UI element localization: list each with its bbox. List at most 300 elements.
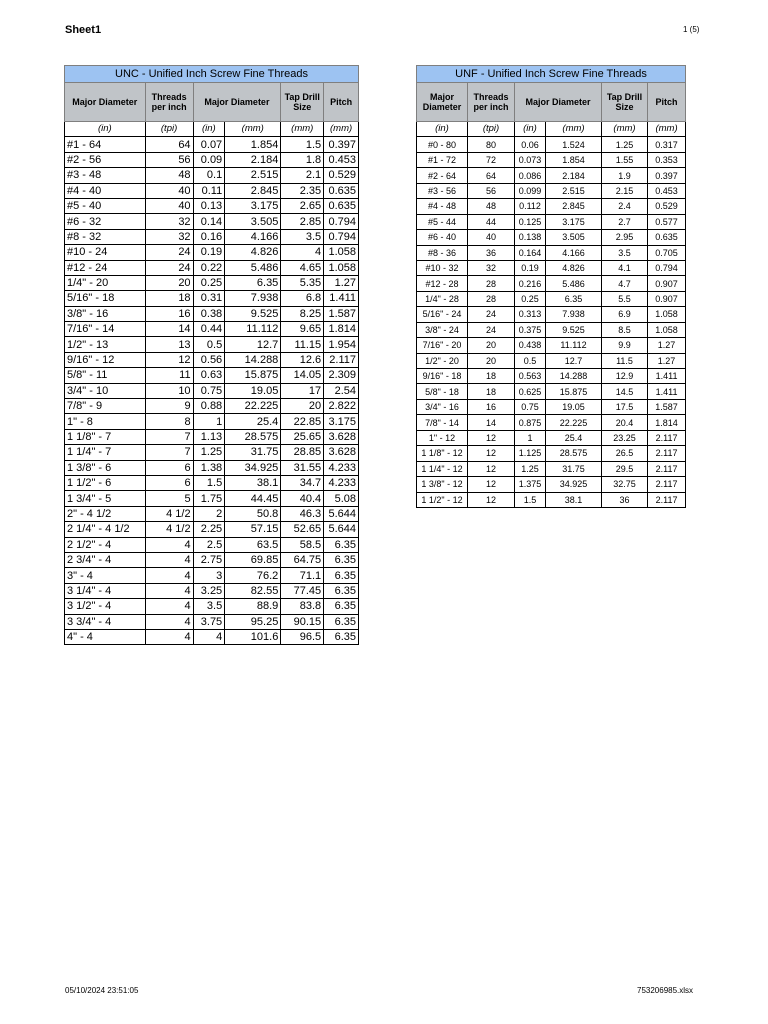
table-row — [65, 537, 359, 552]
table-cell: 3/8" - 16 — [65, 306, 146, 321]
table-cell: 2" - 4 1/2 — [65, 506, 146, 521]
table-cell: 7 — [145, 429, 193, 444]
unf-unit-cell: (mm) — [546, 122, 602, 137]
table-cell: 1.411 — [324, 291, 359, 306]
table-cell: #5 - 44 — [417, 214, 468, 229]
table-cell: 1.411 — [648, 369, 686, 384]
table-cell: 0.31 — [193, 291, 225, 306]
unc-header-major-diameter-values: Major Diameter — [193, 83, 281, 122]
table-cell: 1 3/8" - 6 — [65, 460, 146, 475]
table-row — [417, 230, 686, 245]
table-cell: 0.25 — [515, 291, 546, 306]
table-cell: 1.5 — [515, 492, 546, 507]
table-cell: 1 1/8" - 7 — [65, 429, 146, 444]
table-cell: 5.644 — [324, 522, 359, 537]
table-cell: 32 — [145, 214, 193, 229]
unc-unit-cell: (mm) — [281, 122, 324, 137]
table-cell: 0.635 — [648, 230, 686, 245]
table-cell: 22.225 — [546, 415, 602, 430]
table-cell: 64 — [145, 137, 193, 152]
table-cell: 0.438 — [515, 338, 546, 353]
table-cell: 0.313 — [515, 307, 546, 322]
unc-table-body — [65, 122, 359, 645]
table-cell: 4.826 — [546, 260, 602, 275]
table-row — [417, 369, 686, 384]
table-cell: 0.13 — [193, 198, 225, 213]
table-cell: 1 — [515, 430, 546, 445]
table-row — [417, 399, 686, 414]
table-row — [65, 168, 359, 183]
table-cell: 17.5 — [602, 399, 648, 414]
table-cell: 3/4" - 16 — [417, 399, 468, 414]
table-cell: 1 1/8" - 12 — [417, 446, 468, 461]
table-cell: 28.575 — [225, 429, 281, 444]
table-cell: 0.317 — [648, 137, 686, 152]
table-row — [65, 322, 359, 337]
table-cell: 101.6 — [225, 629, 281, 644]
table-cell: 3 1/4" - 4 — [65, 583, 146, 598]
table-cell: 0.099 — [515, 183, 546, 198]
table-cell: 1.13 — [193, 429, 225, 444]
table-cell: 2.309 — [324, 368, 359, 383]
table-cell: 3.175 — [324, 414, 359, 429]
table-cell: 24 — [145, 260, 193, 275]
table-cell: 12 — [468, 477, 515, 492]
unf-header-threads-per-inch: Threads per inch — [468, 83, 515, 122]
table-cell: 56 — [468, 183, 515, 198]
table-cell: 4.166 — [546, 245, 602, 260]
table-cell: 3/4" - 10 — [65, 383, 146, 398]
table-cell: 3.5 — [193, 599, 225, 614]
table-cell: 2.95 — [602, 230, 648, 245]
table-cell: 20.4 — [602, 415, 648, 430]
table-cell: 4 1/2 — [145, 522, 193, 537]
unc-unit-cell: (tpi) — [145, 122, 193, 137]
table-cell: 0.635 — [324, 198, 359, 213]
table-cell: 22.225 — [225, 399, 281, 414]
table-row — [417, 260, 686, 275]
table-cell: 3.175 — [225, 198, 281, 213]
table-cell: 5.644 — [324, 506, 359, 521]
table-cell: 19.05 — [546, 399, 602, 414]
table-cell: 25.4 — [225, 414, 281, 429]
table-cell: 20 — [145, 275, 193, 290]
table-cell: 6 — [145, 460, 193, 475]
table-cell: 9.525 — [225, 306, 281, 321]
table-cell: 5.35 — [281, 275, 324, 290]
table-cell: 0.5 — [193, 337, 225, 352]
table-cell: 80 — [468, 137, 515, 152]
unc-header-threads-per-inch: Threads per inch — [145, 83, 193, 122]
table-cell: 5/16" - 18 — [65, 291, 146, 306]
table-cell: 4.166 — [225, 229, 281, 244]
table-cell: 0.19 — [515, 260, 546, 275]
table-cell: 1.27 — [648, 338, 686, 353]
table-cell: #2 - 56 — [65, 152, 146, 167]
table-row — [65, 522, 359, 537]
table-cell: 0.75 — [515, 399, 546, 414]
table-cell: 6.35 — [324, 568, 359, 583]
table-cell: 48 — [145, 168, 193, 183]
table-cell: 2.5 — [193, 537, 225, 552]
table-cell: 0.1 — [193, 168, 225, 183]
table-cell: 1.058 — [648, 307, 686, 322]
table-cell: 1.814 — [648, 415, 686, 430]
table-cell: 3.175 — [546, 214, 602, 229]
table-cell: 3.5 — [602, 245, 648, 260]
table-cell: 58.5 — [281, 537, 324, 552]
table-cell: 24 — [145, 245, 193, 260]
table-cell: 14.5 — [602, 384, 648, 399]
table-cell: 4" - 4 — [65, 629, 146, 644]
table-row — [65, 137, 359, 152]
table-row — [65, 383, 359, 398]
table-row — [65, 599, 359, 614]
table-cell: 0.577 — [648, 214, 686, 229]
page-number: 1 (5) — [683, 25, 700, 34]
unf-unit-cell: (in) — [515, 122, 546, 137]
table-row — [417, 461, 686, 476]
table-cell: 76.2 — [225, 568, 281, 583]
table-cell: 2 1/2" - 4 — [65, 537, 146, 552]
table-cell: 4 — [145, 568, 193, 583]
table-cell: #0 - 80 — [417, 137, 468, 152]
unc-header-pitch: Pitch — [324, 83, 359, 122]
unc-unit-cell: (mm) — [225, 122, 281, 137]
table-cell: 25.65 — [281, 429, 324, 444]
unf-unit-cell: (tpi) — [468, 122, 515, 137]
table-cell: #1 - 64 — [65, 137, 146, 152]
table-cell: 28.85 — [281, 445, 324, 460]
table-cell: 0.625 — [515, 384, 546, 399]
table-cell: 82.55 — [225, 583, 281, 598]
table-cell: 1" - 8 — [65, 414, 146, 429]
table-cell: 36 — [602, 492, 648, 507]
table-row — [65, 629, 359, 644]
table-cell: 3.505 — [546, 230, 602, 245]
table-cell: 6.35 — [324, 614, 359, 629]
table-cell: 34.925 — [225, 460, 281, 475]
table-cell: 14.288 — [225, 352, 281, 367]
table-cell: 9/16" - 18 — [417, 369, 468, 384]
table-cell: 1.55 — [602, 152, 648, 167]
table-row — [417, 446, 686, 461]
table-cell: 96.5 — [281, 629, 324, 644]
table-cell: 12 — [468, 430, 515, 445]
table-cell: 0.563 — [515, 369, 546, 384]
table-row — [417, 152, 686, 167]
table-cell: 1/2" - 20 — [417, 353, 468, 368]
unf-header-major-diameter: Major Diameter — [417, 83, 468, 122]
table-cell: 0.375 — [515, 322, 546, 337]
table-cell: 1.375 — [515, 477, 546, 492]
table-cell: 6.35 — [324, 599, 359, 614]
table-cell: 2.184 — [225, 152, 281, 167]
table-cell: 14.05 — [281, 368, 324, 383]
table-cell: 32 — [468, 260, 515, 275]
table-cell: 3" - 4 — [65, 568, 146, 583]
table-cell: 69.85 — [225, 552, 281, 567]
table-row — [65, 152, 359, 167]
table-row — [65, 183, 359, 198]
table-cell: 0.44 — [193, 322, 225, 337]
table-cell: 2.117 — [648, 446, 686, 461]
table-cell: 0.453 — [648, 183, 686, 198]
table-cell: 18 — [468, 369, 515, 384]
table-cell: 95.25 — [225, 614, 281, 629]
table-cell: #1 - 72 — [417, 152, 468, 167]
table-cell: #3 - 48 — [65, 168, 146, 183]
table-cell: 20 — [281, 399, 324, 414]
table-cell: 1.9 — [602, 168, 648, 183]
table-cell: 0.705 — [648, 245, 686, 260]
footer-filename: 753206985.xlsx — [637, 986, 694, 995]
table-row — [65, 260, 359, 275]
table-cell: 0.216 — [515, 276, 546, 291]
table-cell: 34.925 — [546, 477, 602, 492]
table-row — [65, 583, 359, 598]
table-cell: 0.06 — [515, 137, 546, 152]
unf-table-title: UNF - Unified Inch Screw Fine Threads — [417, 66, 686, 83]
unf-header-pitch: Pitch — [648, 83, 686, 122]
table-row — [417, 183, 686, 198]
table-cell: 88.9 — [225, 599, 281, 614]
table-cell: 2.35 — [281, 183, 324, 198]
table-cell: 12.7 — [225, 337, 281, 352]
table-cell: #10 - 32 — [417, 260, 468, 275]
table-cell: #4 - 48 — [417, 199, 468, 214]
table-cell: 13 — [145, 337, 193, 352]
table-row — [65, 368, 359, 383]
table-cell: 83.8 — [281, 599, 324, 614]
table-cell: 7.938 — [225, 291, 281, 306]
table-cell: 0.22 — [193, 260, 225, 275]
table-cell: 14 — [145, 322, 193, 337]
table-cell: 2 — [193, 506, 225, 521]
table-row — [65, 552, 359, 567]
table-cell: 2.117 — [648, 461, 686, 476]
table-cell: 0.073 — [515, 152, 546, 167]
unc-unit-cell: (mm) — [324, 122, 359, 137]
table-row — [417, 307, 686, 322]
table-cell: 34.7 — [281, 475, 324, 490]
table-cell: 2.117 — [648, 492, 686, 507]
unc-header-tap-drill-size: Tap Drill Size — [281, 83, 324, 122]
unf-unit-cell: (mm) — [602, 122, 648, 137]
table-cell: 1 1/2" - 6 — [65, 475, 146, 490]
table-row — [65, 399, 359, 414]
unc-table-title: UNC - Unified Inch Screw Fine Threads — [65, 66, 359, 83]
table-cell: 44 — [468, 214, 515, 229]
table-cell: 6 — [145, 475, 193, 490]
table-cell: 1" - 12 — [417, 430, 468, 445]
table-row — [417, 276, 686, 291]
table-cell: 7/16" - 20 — [417, 338, 468, 353]
table-row — [65, 429, 359, 444]
table-cell: 6.35 — [324, 537, 359, 552]
table-cell: 3.505 — [225, 214, 281, 229]
table-cell: 40 — [468, 230, 515, 245]
table-row — [65, 445, 359, 460]
table-cell: 11.112 — [546, 338, 602, 353]
table-cell: 90.15 — [281, 614, 324, 629]
table-cell: 16 — [145, 306, 193, 321]
table-cell: 0.397 — [324, 137, 359, 152]
table-cell: 5.486 — [225, 260, 281, 275]
table-cell: 2.4 — [602, 199, 648, 214]
table-row — [65, 491, 359, 506]
table-cell: 4.233 — [324, 460, 359, 475]
table-cell: 1.854 — [225, 137, 281, 152]
table-cell: 0.38 — [193, 306, 225, 321]
table-cell: 7/8" - 14 — [417, 415, 468, 430]
table-cell: 9.65 — [281, 322, 324, 337]
unf-header-major-diameter-values: Major Diameter — [515, 83, 602, 122]
table-cell: 12.7 — [546, 353, 602, 368]
table-cell: 40 — [145, 183, 193, 198]
table-cell: 2.117 — [648, 477, 686, 492]
table-cell: 22.85 — [281, 414, 324, 429]
table-cell: 0.09 — [193, 152, 225, 167]
table-cell: 1 1/4" - 7 — [65, 445, 146, 460]
table-cell: 5 — [145, 491, 193, 506]
table-cell: 3.628 — [324, 445, 359, 460]
table-cell: 0.138 — [515, 230, 546, 245]
table-cell: 1.411 — [648, 384, 686, 399]
table-cell: 1.854 — [546, 152, 602, 167]
table-cell: 6.35 — [324, 552, 359, 567]
table-cell: 8 — [145, 414, 193, 429]
table-cell: 1.058 — [648, 322, 686, 337]
table-cell: 1 3/8" - 12 — [417, 477, 468, 492]
table-cell: 0.529 — [648, 199, 686, 214]
table-cell: 2.845 — [225, 183, 281, 198]
table-cell: 23.25 — [602, 430, 648, 445]
table-row — [65, 614, 359, 629]
table-cell: 4 — [145, 537, 193, 552]
table-cell: 0.907 — [648, 276, 686, 291]
table-cell: 5.5 — [602, 291, 648, 306]
table-row — [417, 415, 686, 430]
table-cell: 1.954 — [324, 337, 359, 352]
table-cell: 4.65 — [281, 260, 324, 275]
table-row — [417, 430, 686, 445]
table-cell: 5.08 — [324, 491, 359, 506]
table-cell: 26.5 — [602, 446, 648, 461]
table-cell: 1/4" - 20 — [65, 275, 146, 290]
table-row — [65, 414, 359, 429]
table-cell: 3 — [193, 568, 225, 583]
table-row — [65, 229, 359, 244]
table-cell: 64 — [468, 168, 515, 183]
table-row — [417, 322, 686, 337]
table-row — [417, 199, 686, 214]
table-row — [417, 214, 686, 229]
table-cell: 1.587 — [324, 306, 359, 321]
unc-unit-cell: (in) — [65, 122, 146, 137]
table-cell: 0.794 — [648, 260, 686, 275]
table-cell: 12 — [145, 352, 193, 367]
table-cell: 4 — [281, 245, 324, 260]
table-cell: 24 — [468, 307, 515, 322]
table-row — [417, 338, 686, 353]
table-cell: #8 - 32 — [65, 229, 146, 244]
table-cell: 63.5 — [225, 537, 281, 552]
table-cell: 40.4 — [281, 491, 324, 506]
table-cell: 1.25 — [602, 137, 648, 152]
table-cell: 19.05 — [225, 383, 281, 398]
table-cell: 2.822 — [324, 399, 359, 414]
table-row — [65, 337, 359, 352]
sheet-title: Sheet1 — [65, 24, 102, 36]
table-cell: 64.75 — [281, 552, 324, 567]
table-cell: 2.54 — [324, 383, 359, 398]
table-cell: 38.1 — [546, 492, 602, 507]
table-cell: 3 1/2" - 4 — [65, 599, 146, 614]
table-cell: 12.6 — [281, 352, 324, 367]
table-cell: #5 - 40 — [65, 198, 146, 213]
table-cell: 4 1/2 — [145, 506, 193, 521]
table-cell: 11 — [145, 368, 193, 383]
unc-table — [64, 65, 359, 645]
unf-unit-cell: (mm) — [648, 122, 686, 137]
unf-units-row — [417, 122, 686, 137]
table-cell: 3.628 — [324, 429, 359, 444]
table-cell: 31.75 — [546, 461, 602, 476]
table-cell: 1.587 — [648, 399, 686, 414]
table-cell: 2.184 — [546, 168, 602, 183]
table-cell: 7/16" - 14 — [65, 322, 146, 337]
table-cell: 46.3 — [281, 506, 324, 521]
table-cell: 0.635 — [324, 183, 359, 198]
table-cell: 12 — [468, 446, 515, 461]
table-cell: 1.5 — [281, 137, 324, 152]
table-cell: 2.515 — [546, 183, 602, 198]
table-cell: 9 — [145, 399, 193, 414]
table-cell: 0.086 — [515, 168, 546, 183]
table-cell: 9/16" - 12 — [65, 352, 146, 367]
table-cell: 6.35 — [324, 583, 359, 598]
unc-units-row — [65, 122, 359, 137]
table-cell: 5/8" - 18 — [417, 384, 468, 399]
table-cell: 40 — [145, 198, 193, 213]
table-cell: 0.07 — [193, 137, 225, 152]
footer-datetime: 05/10/2024 23:51:05 — [65, 986, 139, 995]
table-cell: 1.38 — [193, 460, 225, 475]
table-cell: 2.85 — [281, 214, 324, 229]
table-cell: 7/8" - 9 — [65, 399, 146, 414]
table-row — [417, 168, 686, 183]
table-cell: 2 3/4" - 4 — [65, 552, 146, 567]
table-row — [417, 384, 686, 399]
table-cell: 38.1 — [225, 475, 281, 490]
table-cell: 1 — [193, 414, 225, 429]
table-cell: #6 - 32 — [65, 214, 146, 229]
table-cell: 4 — [193, 629, 225, 644]
table-row — [417, 353, 686, 368]
table-cell: 1/2" - 13 — [65, 337, 146, 352]
table-cell: 6.35 — [225, 275, 281, 290]
table-cell: 31.55 — [281, 460, 324, 475]
table-cell: 4 — [145, 583, 193, 598]
table-cell: 1.27 — [324, 275, 359, 290]
table-cell: 4.1 — [602, 260, 648, 275]
table-cell: 12.9 — [602, 369, 648, 384]
table-cell: 14 — [468, 415, 515, 430]
table-cell: 5/16" - 24 — [417, 307, 468, 322]
table-cell: 11.15 — [281, 337, 324, 352]
table-cell: 0.5 — [515, 353, 546, 368]
